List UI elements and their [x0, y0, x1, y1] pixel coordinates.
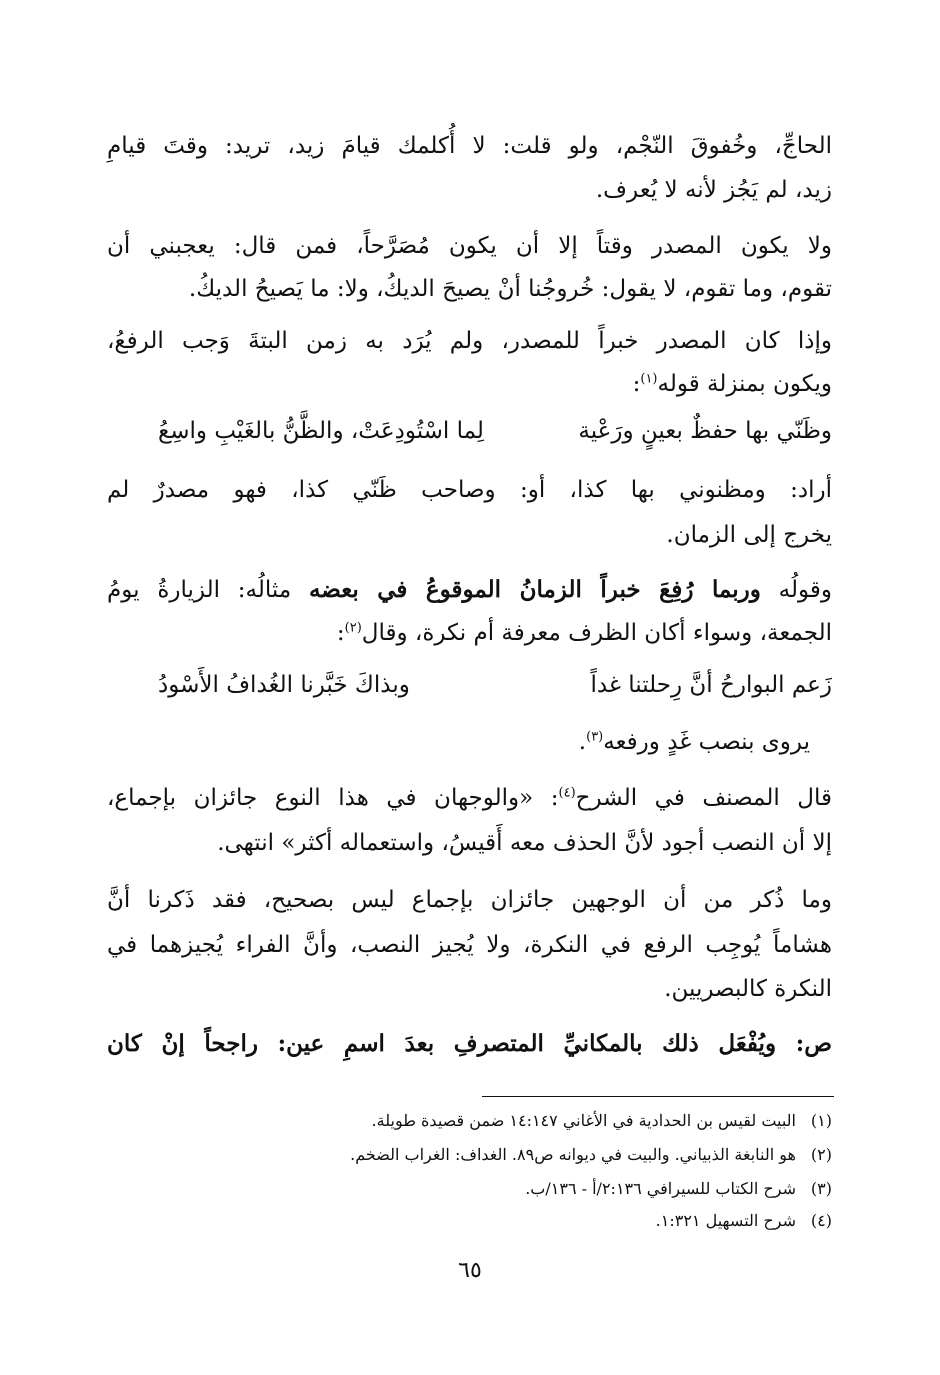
text-span: قال المصنف في الشرح	[575, 785, 833, 811]
footnote-text: شرح الكتاب للسيرافي ٢:١٣٦/أ - ١٣٦/ب.	[525, 1179, 796, 1198]
text-span: :	[632, 371, 641, 397]
text-line	[579, 725, 810, 759]
text-line: النكرة كالبصريين.	[664, 976, 832, 1002]
footnote-ref: (٢)	[344, 620, 362, 636]
text-line	[107, 367, 832, 401]
text-line: وإذا كان المصدر خبراً للمصدر، ولم يُرَد به زمن البتةَ وَجب الرفعُ،	[107, 328, 832, 354]
footnote-text: هو النابغة الذبياني. والبيت في ديوانه ص٨٩. الغداف: الغراب الضخم.	[350, 1145, 796, 1164]
text-line: هشاماً يُوجِب الرفع في النكرة، ولا يُجيز النصب، وأنَّ الفراء يُجيزهما في	[107, 932, 832, 958]
text-span: .	[578, 729, 587, 755]
footnote-text: البيت لقيس بن الحدادية في الأغاني ١٤:١٤٧ ضمن قصيدة طويلة.	[371, 1111, 796, 1130]
page-number: ٦٥	[458, 1258, 482, 1283]
footnote-number: (٤)	[810, 1211, 832, 1230]
text-span: : «والوجهان في هذا النوع جائزان بإجماع،	[107, 785, 559, 811]
footnote-ref: (١)	[640, 371, 658, 387]
text-line: ولا يكون المصدر وقتاً إلا أن يكون مُصَرَّحاً، فمن قال: يعجبني أن	[107, 233, 832, 259]
verse-hemistich-first: زَعم البوارحُ أنَّ رِحلتنا غداً	[590, 672, 832, 698]
text-span: مثالُه: الزيارةُ يومُ	[107, 577, 309, 603]
verse-hemistich-second: وبذاكَ خَبَّرنا الغُدافُ الأَسْودُ	[158, 672, 410, 698]
footnote-number: (٣)	[810, 1179, 832, 1198]
footnote-number: (١)	[810, 1111, 832, 1130]
text-line: إلا أن النصب أجود لأنَّ الحذف معه أَقيسُ، واستعماله أكثر» انتهى.	[217, 830, 832, 856]
footnote-ref: (٣)	[586, 729, 604, 745]
text-span: ويكون بمنزلة قوله	[657, 371, 832, 397]
footnote	[107, 1176, 832, 1202]
text-span: وقولُه	[760, 577, 833, 603]
text-line: ص: ويُفْعَل ذلك بالمكانيِّ المتصرفِ بعدَ اسمِ عين: راجحاً إنْ كان	[107, 1030, 832, 1057]
text-line: أراد: ومظنوني بها كذا، أو: وصاحب ظَنّي كذا، فهو مصدرٌ لم	[107, 477, 832, 503]
text-line	[107, 781, 832, 815]
text-line: زيد، لم يَجُز لأنه لا يُعرف.	[595, 177, 832, 203]
bold-phrase: وربما رُفِعَ خبراً الزمانُ الموقوعُ في بعضه	[308, 576, 761, 603]
text-line: وما ذُكر من أن الوجهين جائزان بإجماع ليس بصحيح، فقد ذَكرنا أنَّ	[107, 887, 832, 913]
verse-hemistich-first: وظَنّي بها حفظٌ بعينٍ ورَعْية	[578, 418, 832, 444]
footnote-number: (٢)	[810, 1145, 832, 1164]
text-line: الحاجِّ، وخُفوقَ النّجْم، ولو قلت: لا أُكلمك قيامَ زيد، تريد: وقتَ قيامِ	[107, 133, 832, 159]
footnote	[107, 1108, 832, 1134]
text-span: الجمعة، وسواء أكان الظرف معرفة أم نكرة، وقال	[361, 620, 832, 646]
footnote-text: شرح التسهيل ١:٣٢١.	[655, 1211, 796, 1230]
verse-hemistich-second: لِما اسْتُودِعَتْ، والظَّنُّ بالغَيْبِ واسِعُ	[158, 418, 484, 444]
text-line	[107, 616, 832, 650]
text-line	[107, 573, 832, 607]
footnote	[107, 1142, 832, 1168]
text-span: يروى بنصب غَدٍ ورفعه	[603, 729, 810, 755]
text-span: :	[336, 620, 345, 646]
text-line: تقوم، وما تقوم، لا يقول: خُروجُنا أنْ يصيحَ الديكُ، ولا: ما يَصيحُ الديكُ.	[188, 276, 832, 302]
footnote-ref: (٤)	[558, 785, 576, 801]
footnote	[107, 1208, 832, 1234]
text-line: يخرج إلى الزمان.	[666, 522, 832, 548]
footnote-separator	[482, 1096, 834, 1097]
